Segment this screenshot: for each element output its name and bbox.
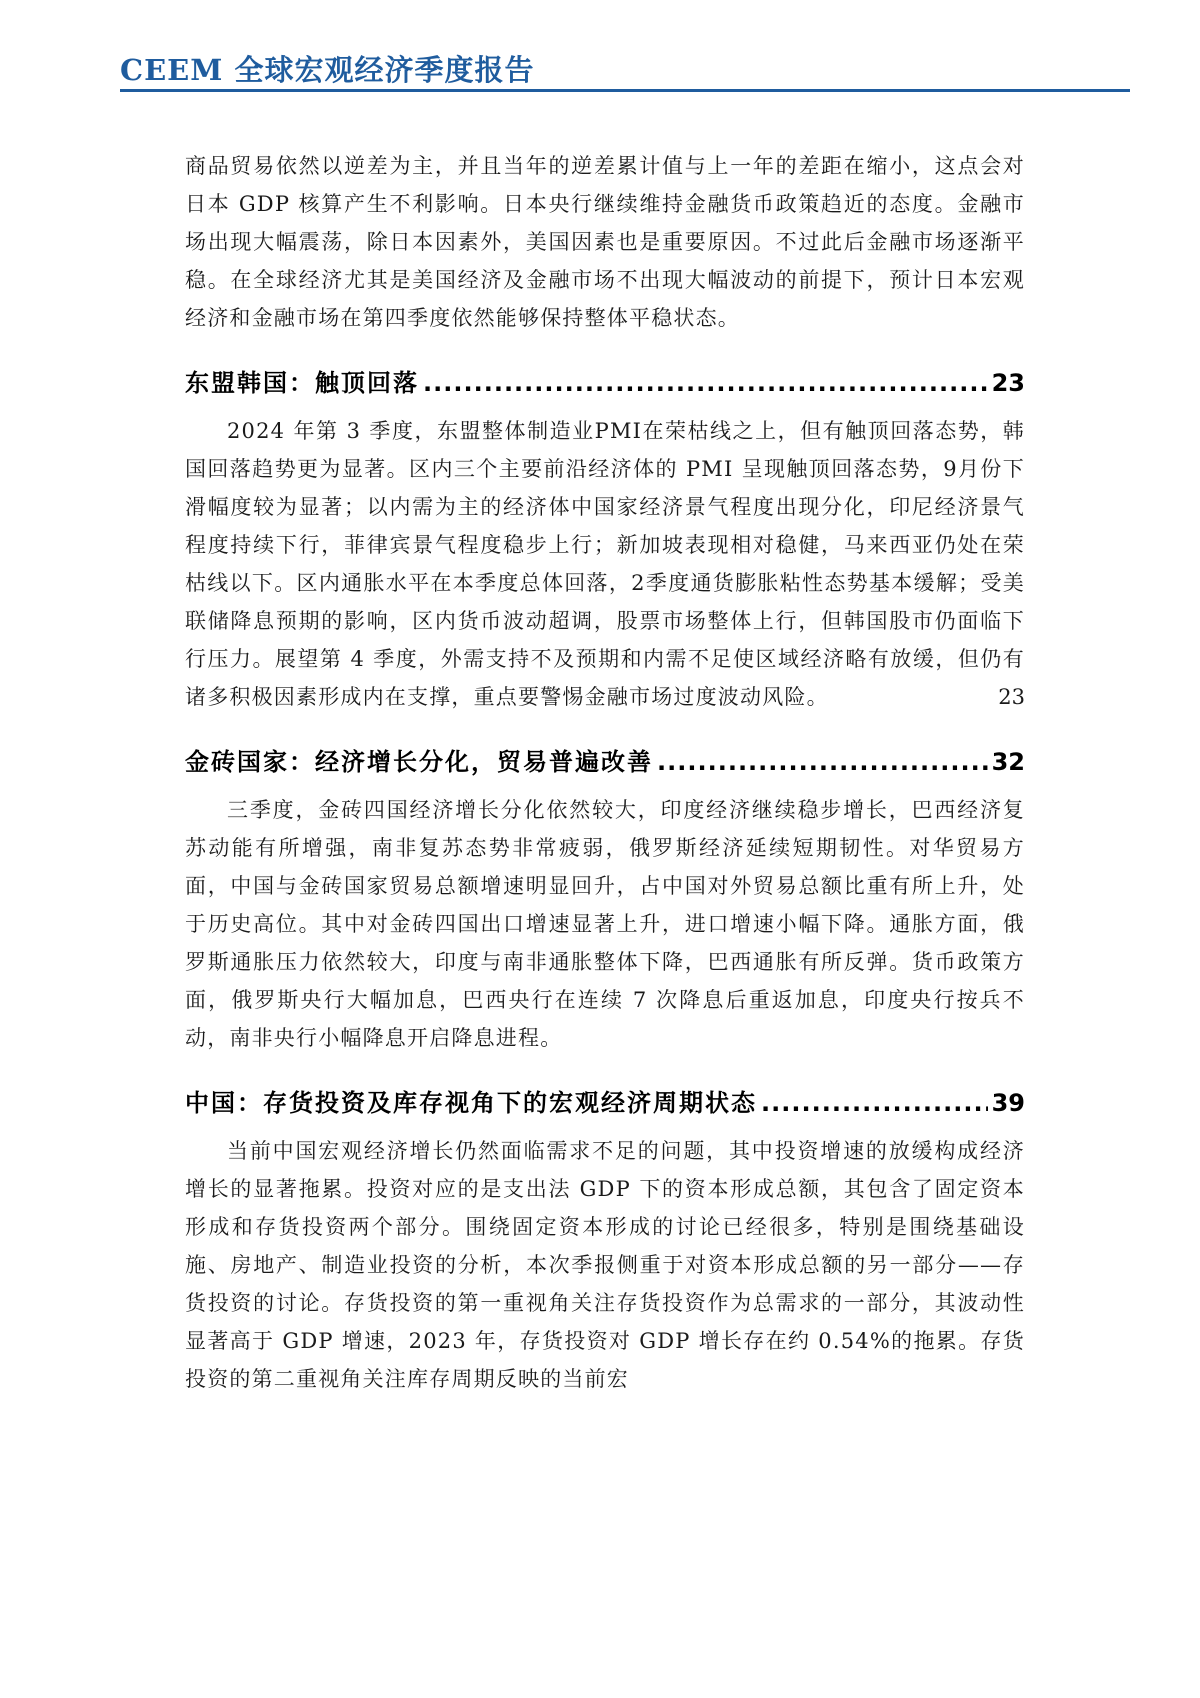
toc-entry-china[interactable] [185,1083,1025,1118]
toc-leader-dots [657,748,988,776]
brics-summary: 三季度，金砖四国经济增长分化依然较大，印度经济继续稳步增长，巴西经济复苏动能有所增强，南非复苏态势非常疲弱，俄罗斯经济延续短期韧性。对华贸易方面，中国与金砖国家贸易总额增速明显回升，占中国对外贸易总额比重有所上升，处于历史高位。其中对金砖四国出口增速显著上升，进口增速小幅下降。通胀方面，俄罗斯通胀压力依然较大，印度与南非通胀整体下降，巴西通胀有所反弹。货币政策方面，俄罗斯央行大幅加息，巴西央行在连续 7 次降息后重返加息，印度央行按兵不动，南非央行小幅降息开启降息进程。 [185,798,1025,1050]
report-content [185,147,1025,1398]
section-title: 金砖国家：经济增长分化，贸易普遍改善 [185,748,653,776]
asean-korea-summary: 2024 年第 3 季度，东盟整体制造业PMI在荣枯线之上，但有触顶回落态势，韩国回落趋势更为显著。区内三个主要前沿经济体的 PMI 呈现触顶回落态势，9月份下滑幅度较为显著；以内需为主的经济体中国家经济景气程度出现分化，印尼经济景气程度持续下行，菲律宾景气程度稳步上行；新加坡表现相对稳健，马来西亚仍处在荣枯线以下。区内通胀水平在本季度总体回落，2季度通货膨胀粘性态势基本缓解；受美联储降息预期的影响，区内货币波动超调，股票市场整体上行，但韩国股市仍面临下行压力。展望第 4 季度，外需支持不及预期和内需不足使区域经济略有放缓，但仍有诸多积极因素形成内在支撑，重点要警惕金融市场过度波动风险。 [185,419,1025,709]
toc-leader-dots [423,369,988,397]
china-summary: 当前中国宏观经济增长仍然面临需求不足的问题，其中投资增速的放缓构成经济增长的显著拖累。投资对应的是支出法 GDP 下的资本形成总额，其包含了固定资本形成和存货投资两个部分。围绕固定资本形成的讨论已经很多，特别是围绕基础设施、房地产、制造业投资的分析，本次季报侧重于对资本形成总额的另一部分——存货投资的讨论。存货投资的第一重视角关注存货投资作为总需求的一部分，其波动性显著高于 GDP 增速，2023 年，存货投资对 GDP 增长存在约 0.54%的拖累。存货投资的第二重视角关注库存周期反映的当前宏 [185,1139,1025,1391]
toc-entry-asean-korea[interactable] [185,363,1025,398]
section-title: 中国：存货投资及库存视角下的宏观经济周期状态 [185,1089,757,1117]
summary-page-reference: 23 [998,685,1025,709]
page-header [120,40,1130,92]
section-page-number: 39 [991,1089,1025,1117]
section-page-number: 23 [991,369,1025,397]
japan-summary-continued: 商品贸易依然以逆差为主，并且当年的逆差累计值与上一年的差距在缩小，这点会对日本 GDP 核算产生不利影响。日本央行继续维持金融货币政策趋近的态度。金融市场出现大幅震荡，除日本因素外，美国因素也是重要原因。不过此后金融市场逐渐平稳。在全球经济尤其是美国经济及金融市场不出现大幅波动的前提下，预计日本宏观经济和金融市场在第四季度依然能够保持整体平稳状态。 [185,154,1025,330]
toc-entry-brics[interactable] [185,742,1025,777]
report-title: CEEM 全球宏观经济季度报告 [120,53,535,87]
section-title: 东盟韩国：触顶回落 [185,369,419,397]
toc-leader-dots [761,1089,988,1117]
section-page-number: 32 [991,748,1025,776]
header-divider [120,89,1130,92]
